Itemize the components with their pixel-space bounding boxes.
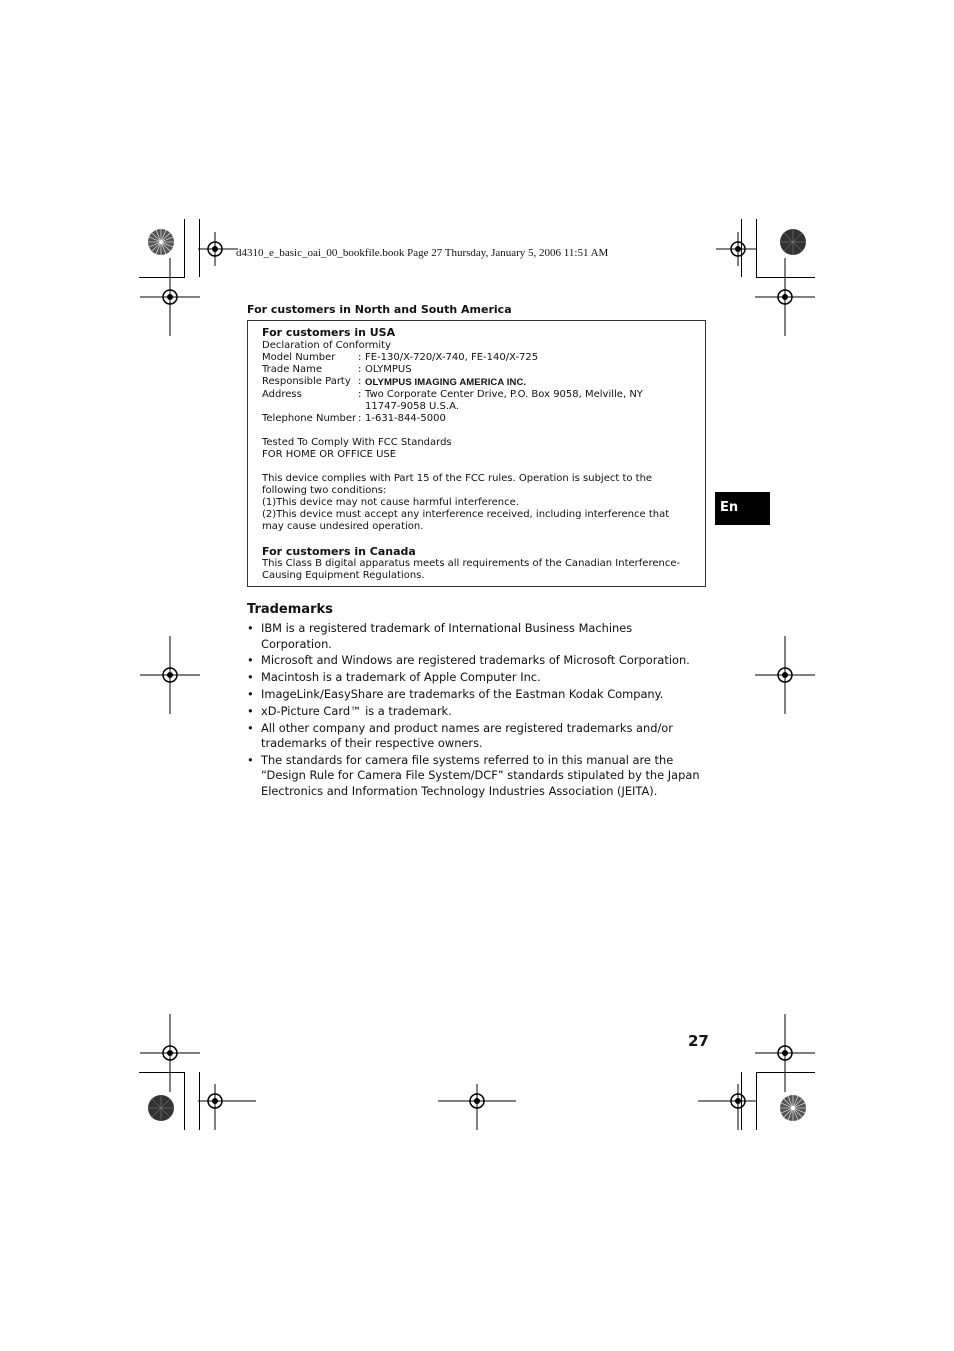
bullet: • xyxy=(247,670,254,685)
kv-separator: : xyxy=(358,376,362,387)
kv-row-model-number xyxy=(262,352,694,364)
kv-row-telephone-number xyxy=(262,413,694,425)
list-item-text: All other company and product names are registered trademarks and/or trademarks of their respective owners. xyxy=(261,720,673,751)
kv-row-responsible-party xyxy=(262,376,694,389)
kv-value: OLYMPUS xyxy=(365,364,412,375)
usa-box-title: For customers in USA xyxy=(262,326,396,339)
sunburst-mark-icon xyxy=(779,1094,807,1122)
kv-separator: : xyxy=(358,389,362,400)
kv-key: Model Number xyxy=(262,352,336,363)
kv-value: 1-631-844-5000 xyxy=(365,413,446,424)
registration-mark-icon xyxy=(755,258,815,336)
registration-mark-icon xyxy=(198,1084,256,1130)
registration-mark-icon xyxy=(198,232,238,266)
olympus-imaging-america-logo: OLYMPUS IMAGING AMERICA INC. xyxy=(365,377,527,388)
page-number: 27 xyxy=(688,1032,709,1050)
kv-row-trade-name xyxy=(262,364,694,376)
fcc-tested-line: Tested To Comply With FCC Standards xyxy=(262,437,452,448)
kv-value: Two Corporate Center Drive, P.O. Box 9058, Melville, NY 11747-9058 U.S.A. xyxy=(365,389,643,412)
section-heading-americas: For customers in North and South America xyxy=(247,303,512,316)
fcc-use-line: FOR HOME OR OFFICE USE xyxy=(262,449,397,460)
fcc-declaration-box xyxy=(247,320,706,587)
list-item xyxy=(247,670,702,686)
sunburst-mark-icon xyxy=(779,228,807,256)
bullet: • xyxy=(247,686,254,701)
list-item-text: Macintosh is a trademark of Apple Computer Inc. xyxy=(261,670,541,685)
registration-mark-icon xyxy=(140,1014,200,1092)
registration-mark-icon xyxy=(755,1014,815,1092)
list-item xyxy=(247,621,702,652)
trademarks-list xyxy=(247,621,702,801)
list-item-text: IBM is a registered trademark of International Business Machines Corporation. xyxy=(261,621,633,651)
fcc-condition-2: (2)This device must accept any interference received, including interference that may cause undesired operation. xyxy=(262,509,670,532)
kv-separator: : xyxy=(358,352,362,363)
list-item-text: Microsoft and Windows are registered trademarks of Microsoft Corporation. xyxy=(261,653,690,668)
sunburst-mark-icon xyxy=(147,228,175,256)
canada-box-title: For customers in Canada xyxy=(262,545,416,558)
list-item xyxy=(247,753,702,800)
registration-mark-icon xyxy=(438,1084,516,1130)
trademarks-heading: Trademarks xyxy=(247,602,333,617)
kv-key: Trade Name xyxy=(262,364,323,375)
bullet: • xyxy=(247,720,254,735)
list-item-text: ImageLink/EasyShare are trademarks of the Eastman Kodak Company. xyxy=(261,686,664,701)
registration-mark-icon xyxy=(698,1084,756,1130)
kv-value: FE-130/X-720/X-740, FE-140/X-725 xyxy=(365,352,539,363)
list-item xyxy=(247,704,702,720)
registration-mark-icon xyxy=(140,258,200,336)
fcc-compliance-text: This device complies with Part 15 of the FCC rules. Operation is subject to the following two conditions: xyxy=(262,473,653,496)
sunburst-mark-icon xyxy=(147,1094,175,1122)
registration-mark-icon xyxy=(140,636,200,714)
kv-separator: : xyxy=(358,413,362,424)
list-item-text: The standards for camera file systems referred to in this manual are the “Design Rule for Camera File System/DCF” standards stipulated by the Japan Electronics and Information Technology Industries Association (JEITA). xyxy=(261,752,700,799)
canada-text: This Class B digital apparatus meets all requirements of the Canadian Interference-Causing Equipment Regulations. xyxy=(262,558,681,581)
kv-value-wrap xyxy=(365,376,694,389)
bullet: • xyxy=(247,752,254,767)
kv-key: Address xyxy=(262,389,302,400)
registration-mark-icon xyxy=(755,636,815,714)
kv-key: Telephone Number xyxy=(262,413,357,424)
declaration-title: Declaration of Conformity xyxy=(262,340,392,351)
list-item-text: xD-Picture Card™ is a trademark. xyxy=(261,703,452,718)
kv-row-address xyxy=(262,389,694,413)
language-tab-en: En xyxy=(715,492,770,525)
list-item xyxy=(247,721,702,752)
kv-separator: : xyxy=(358,364,362,375)
list-item xyxy=(247,653,702,669)
bullet: • xyxy=(247,621,254,635)
fcc-condition-1: (1)This device may not cause harmful interference. xyxy=(262,497,519,508)
bullet: • xyxy=(247,703,254,718)
list-item xyxy=(247,687,702,703)
registration-mark-icon xyxy=(716,232,756,266)
kv-key: Responsible Party xyxy=(262,376,351,387)
print-header-line: d4310_e_basic_oai_00_bookfile.book Page 27 Thursday, January 5, 2006 11:51 AM xyxy=(236,247,609,259)
bullet: • xyxy=(247,653,254,668)
